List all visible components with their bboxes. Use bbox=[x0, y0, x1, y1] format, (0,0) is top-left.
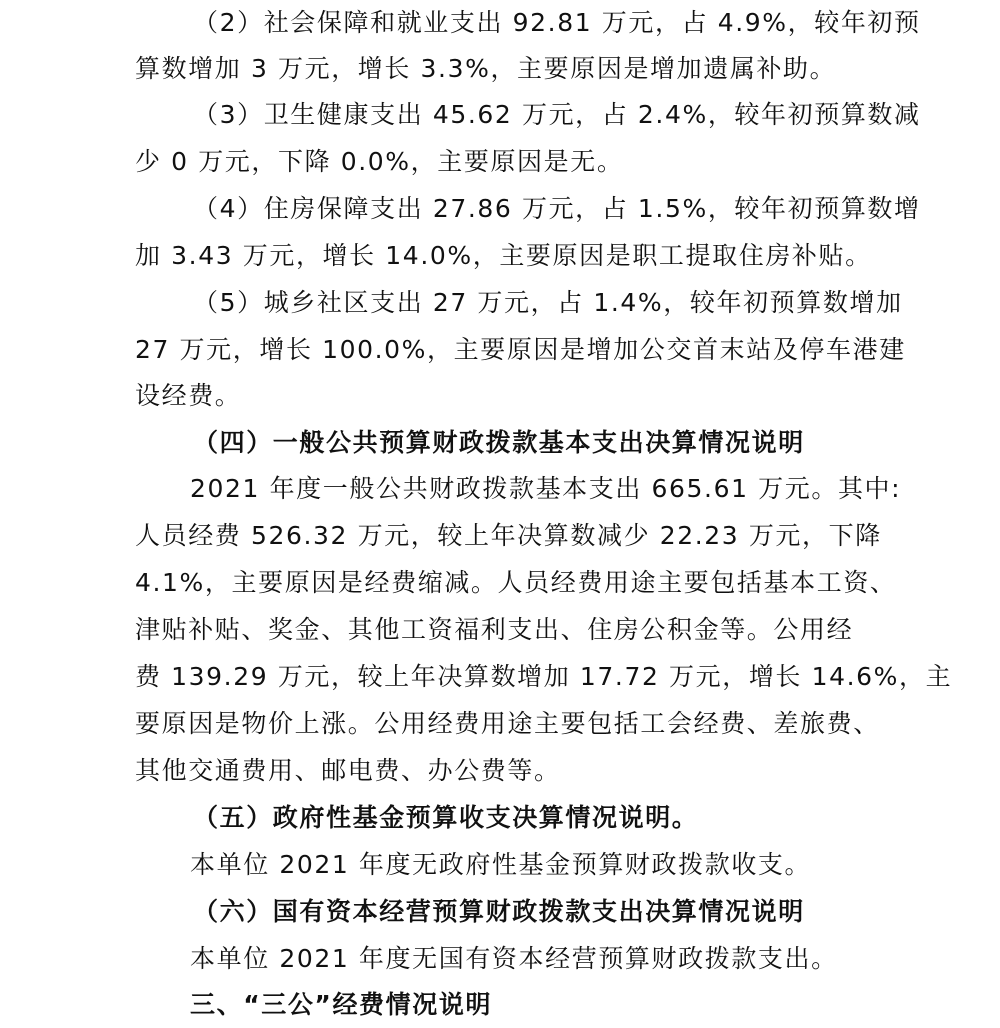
paragraph-housing-line-2: 加 3.43 万元，增长 14.0%，主要原因是职工提取住房补贴。 bbox=[135, 241, 872, 270]
paragraph-urban-rural-line-3: 设经费。 bbox=[135, 381, 242, 410]
paragraph-basic-expenditure-line-7: 其他交通费用、邮电费、办公费等。 bbox=[135, 756, 561, 785]
paragraph-basic-expenditure-line-3: 4.1%，主要原因是经费缩减。人员经费用途主要包括基本工资、 bbox=[135, 568, 897, 597]
section-heading-4: （四）一般公共预算财政拨款基本支出决算情况说明 bbox=[193, 428, 805, 457]
paragraph-urban-rural-line-2: 27 万元，增长 100.0%，主要原因是增加公交首末站及停车港建 bbox=[135, 335, 906, 364]
paragraph-social-security-line-1: （2）社会保障和就业支出 92.81 万元，占 4.9%，较年初预 bbox=[193, 8, 921, 37]
paragraph-basic-expenditure-line-4: 津贴补贴、奖金、其他工资福利支出、住房公积金等。公用经 bbox=[135, 615, 854, 644]
paragraph-basic-expenditure-line-5: 费 139.29 万元，较上年决算数增加 17.72 万元，增长 14.6%，主 bbox=[135, 662, 953, 691]
paragraph-basic-expenditure-line-2: 人员经费 526.32 万元，较上年决算数减少 22.23 万元，下降 bbox=[135, 521, 882, 550]
paragraph-health-line-1: （3）卫生健康支出 45.62 万元，占 2.4%，较年初预算数减 bbox=[193, 100, 921, 129]
paragraph-government-fund: 本单位 2021 年度无政府性基金预算财政拨款收支。 bbox=[190, 850, 812, 879]
section-heading-5: （五）政府性基金预算收支决算情况说明。 bbox=[193, 803, 699, 832]
paragraph-housing-line-1: （4）住房保障支出 27.86 万元，占 1.5%，较年初预算数增 bbox=[193, 194, 921, 223]
paragraph-social-security-line-2: 算数增加 3 万元，增长 3.3%，主要原因是增加遗属补助。 bbox=[135, 54, 837, 83]
section-heading-6: （六）国有资本经营预算财政拨款支出决算情况说明 bbox=[193, 897, 805, 926]
paragraph-health-line-2: 少 0 万元，下降 0.0%，主要原因是无。 bbox=[135, 147, 624, 176]
paragraph-basic-expenditure-line-1: 2021 年度一般公共财政拨款基本支出 665.61 万元。其中: bbox=[190, 474, 902, 503]
paragraph-basic-expenditure-line-6: 要原因是物价上涨。公用经费用途主要包括工会经费、差旅费、 bbox=[135, 709, 880, 738]
chapter-heading-3: 三、“三公”经费情况说明 bbox=[190, 990, 493, 1019]
paragraph-state-capital: 本单位 2021 年度无国有资本经营预算财政拨款支出。 bbox=[190, 944, 838, 973]
paragraph-urban-rural-line-1: （5）城乡社区支出 27 万元，占 1.4%，较年初预算数增加 bbox=[193, 288, 903, 317]
